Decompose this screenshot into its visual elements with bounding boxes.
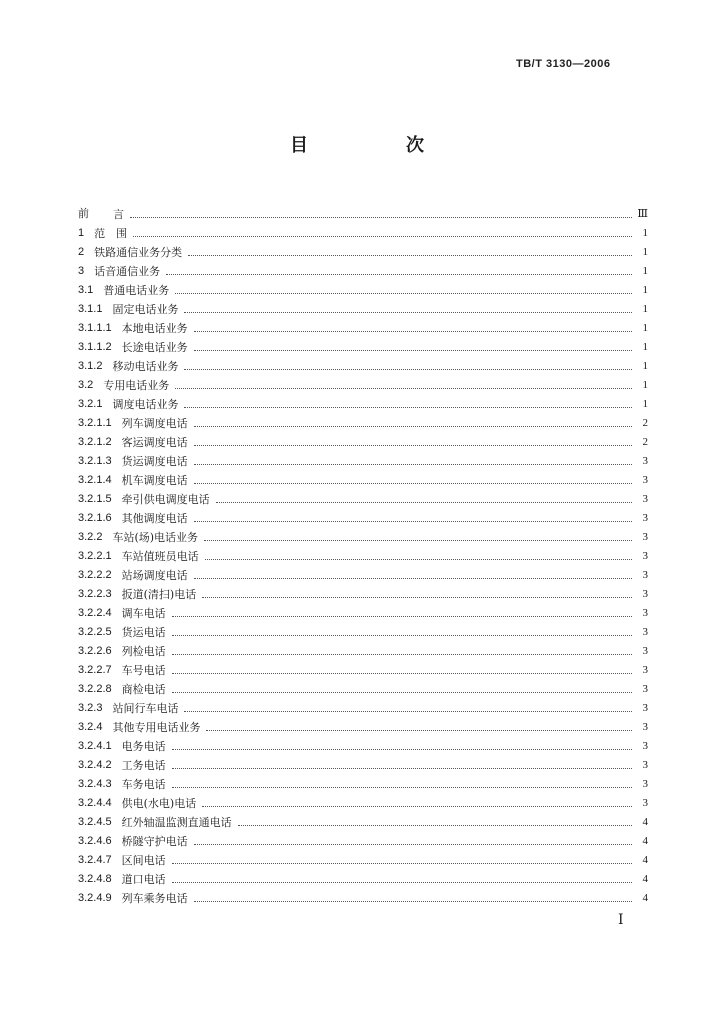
dot-leader — [194, 444, 632, 446]
toc-entry-number: 3.2.4.6 — [78, 835, 112, 847]
toc-entry-number: 3.2.1.3 — [78, 455, 112, 467]
toc-entry-number: 3.2 — [78, 379, 94, 391]
dot-leader — [238, 824, 632, 826]
toc-entry-number: 3.2.4.4 — [78, 797, 112, 809]
toc-entry-title: 桥隧守护电话 — [121, 835, 188, 848]
toc-entry-title: 道口电话 — [121, 873, 166, 886]
toc-entry-page: Ⅲ — [637, 208, 648, 220]
toc-entry-page: 1 — [642, 341, 648, 353]
toc-entry[interactable] — [78, 620, 648, 639]
toc-entry-page: 3 — [642, 664, 648, 676]
toc-entry[interactable] — [78, 677, 648, 696]
toc-entry-number: 3.1.2 — [78, 360, 103, 372]
toc-entry-page: 3 — [642, 474, 648, 486]
standard-code: TB/T 3130—2006 — [516, 58, 611, 70]
toc-entry-number: 3.2.2.5 — [78, 626, 112, 638]
toc-entry[interactable] — [78, 525, 648, 544]
toc-entry-page: 1 — [642, 246, 648, 258]
toc-entry-title: 本地电话业务 — [121, 322, 188, 335]
dot-leader — [172, 634, 632, 636]
toc-entry[interactable] — [78, 639, 648, 658]
toc-entry[interactable] — [78, 658, 648, 677]
dot-leader — [194, 900, 632, 902]
toc-entry[interactable] — [78, 297, 648, 316]
toc-entry-title: 车站值班员电话 — [121, 550, 199, 563]
toc-entry-number: 3.2.2.4 — [78, 607, 112, 619]
toc-entry-page: 1 — [642, 265, 648, 277]
toc-entry-page: 3 — [642, 493, 648, 505]
toc-entry-title: 红外轴温监测直通电话 — [121, 816, 232, 829]
toc-entry-number: 3.2.2.3 — [78, 588, 112, 600]
toc-entry-title: 车站(场)电话业务 — [112, 531, 199, 544]
toc-entry[interactable] — [78, 715, 648, 734]
toc-entry-page: 3 — [642, 740, 648, 752]
toc-entry-page: 3 — [642, 797, 648, 809]
dot-leader — [172, 691, 632, 693]
dot-leader — [204, 539, 632, 541]
toc-entry[interactable] — [78, 810, 648, 829]
toc-entry-title: 车号电话 — [121, 664, 166, 677]
toc-entry-number: 3.2.4.8 — [78, 873, 112, 885]
toc-entry[interactable] — [78, 373, 648, 392]
toc-entry[interactable] — [78, 392, 648, 411]
toc-entry-title: 铁路通信业务分类 — [94, 246, 183, 259]
toc-entry[interactable] — [78, 487, 648, 506]
dot-leader — [184, 406, 632, 408]
toc-entry-title: 普通电话业务 — [103, 284, 170, 297]
toc-entry[interactable] — [78, 506, 648, 525]
toc-entry-title: 言 — [113, 208, 124, 221]
toc-entry-page: 4 — [642, 873, 648, 885]
toc-entry[interactable] — [78, 240, 648, 259]
toc-entry-title: 列车调度电话 — [121, 417, 188, 430]
toc-entry-number: 3.2.1.4 — [78, 474, 112, 486]
toc-entry[interactable] — [78, 278, 648, 297]
toc-entry-title: 供电(水电)电话 — [121, 797, 197, 810]
dot-leader — [216, 501, 632, 503]
toc-entry-number: 3.1.1.1 — [78, 322, 112, 334]
dot-leader — [130, 216, 632, 218]
toc-entry-page: 1 — [642, 227, 648, 239]
toc-entry-page: 3 — [642, 626, 648, 638]
toc-entry-page: 1 — [642, 284, 648, 296]
toc-entry-page: 1 — [642, 398, 648, 410]
toc-entry-page: 3 — [642, 569, 648, 581]
toc-entry[interactable] — [78, 335, 648, 354]
toc-entry-title: 列车乘务电话 — [121, 892, 188, 905]
dot-leader — [194, 330, 632, 332]
toc-entry-number: 3.2.2.8 — [78, 683, 112, 695]
toc-entry[interactable] — [78, 886, 648, 905]
toc-entry-number: 3.2.3 — [78, 702, 103, 714]
toc-entry-title: 其他调度电话 — [121, 512, 188, 525]
toc-entry-page: 3 — [642, 531, 648, 543]
toc-entry-page: 4 — [642, 892, 648, 904]
dot-leader — [202, 596, 632, 598]
toc-entry-page: 1 — [642, 322, 648, 334]
dot-leader — [194, 482, 632, 484]
toc-entry-number: 3.1.1.2 — [78, 341, 112, 353]
dot-leader — [166, 273, 632, 275]
toc-entry-page: 3 — [642, 550, 648, 562]
toc-entry-number: 前 — [78, 208, 89, 220]
toc-entry-page: 3 — [642, 512, 648, 524]
dot-leader — [172, 748, 632, 750]
toc-entry[interactable] — [78, 411, 648, 430]
toc-entry-page: 1 — [642, 303, 648, 315]
toc-entry-number: 3.2.4 — [78, 721, 103, 733]
toc-entry-number: 1 — [78, 227, 85, 239]
dot-leader — [172, 615, 632, 617]
dot-leader — [175, 292, 632, 294]
dot-leader — [205, 558, 632, 560]
toc-entry-title: 区间电话 — [121, 854, 166, 867]
toc-entry-page: 3 — [642, 702, 648, 714]
toc-entry-title: 其他专用电话业务 — [112, 721, 201, 734]
dot-leader — [172, 786, 632, 788]
toc-entry-title: 车务电话 — [121, 778, 166, 791]
toc-entry-number: 3.2.2 — [78, 531, 103, 543]
toc-entry-title: 电务电话 — [121, 740, 166, 753]
toc-entry-page: 3 — [642, 721, 648, 733]
toc-entry-page: 3 — [642, 455, 648, 467]
page-number: Ⅰ — [618, 913, 624, 928]
dot-leader — [184, 710, 632, 712]
toc-entry-page: 3 — [642, 683, 648, 695]
toc-entry-number: 3.2.4.1 — [78, 740, 112, 752]
toc-entry-page: 4 — [642, 816, 648, 828]
dot-leader — [194, 425, 632, 427]
toc-entry-title: 扳道(清扫)电话 — [121, 588, 197, 601]
toc-entry-number: 3.2.4.9 — [78, 892, 112, 904]
toc-entry-number: 3.2.2.7 — [78, 664, 112, 676]
toc-entry-page: 4 — [642, 835, 648, 847]
toc-entry[interactable] — [78, 259, 648, 278]
toc-entry[interactable] — [78, 753, 648, 772]
toc-entry-number: 3.2.2.2 — [78, 569, 112, 581]
toc-entry[interactable] — [78, 354, 648, 373]
toc-entry-page: 3 — [642, 645, 648, 657]
toc-entry-number: 3.2.1.5 — [78, 493, 112, 505]
toc-entry[interactable] — [78, 221, 648, 240]
toc-entry-title: 机车调度电话 — [121, 474, 188, 487]
dot-leader — [184, 368, 632, 370]
toc-entry-title: 固定电话业务 — [112, 303, 179, 316]
toc-entry-title: 长途电话业务 — [121, 341, 188, 354]
page-title: 目 次 — [290, 135, 464, 156]
toc-entry-page: 3 — [642, 778, 648, 790]
toc-entry-title: 站场调度电话 — [121, 569, 188, 582]
toc-entry-page: 4 — [642, 854, 648, 866]
toc-entry-title: 调车电话 — [121, 607, 166, 620]
toc-entry[interactable] — [78, 772, 648, 791]
toc-entry-number: 3.2.1.1 — [78, 417, 112, 429]
dot-leader — [194, 463, 632, 465]
toc-entry-title: 站间行车电话 — [112, 702, 179, 715]
toc-entry[interactable] — [78, 848, 648, 867]
toc-entry[interactable] — [78, 430, 648, 449]
toc-entry[interactable] — [78, 468, 648, 487]
toc-entry[interactable] — [78, 544, 648, 563]
table-of-contents — [78, 202, 648, 905]
toc-entry-number: 2 — [78, 246, 85, 258]
toc-entry[interactable] — [78, 449, 648, 468]
toc-entry[interactable] — [78, 734, 648, 753]
toc-entry-page: 1 — [642, 360, 648, 372]
dot-leader — [172, 653, 632, 655]
toc-entry-page: 2 — [642, 436, 648, 448]
toc-entry-title: 列检电话 — [121, 645, 166, 658]
dot-leader — [172, 672, 632, 674]
toc-entry-title: 范 围 — [94, 227, 128, 240]
dot-leader — [184, 311, 632, 313]
dot-leader — [206, 729, 632, 731]
toc-entry-page: 3 — [642, 588, 648, 600]
toc-entry[interactable] — [78, 316, 648, 335]
toc-entry-title: 牵引供电调度电话 — [121, 493, 210, 506]
dot-leader — [188, 254, 632, 256]
toc-entry[interactable] — [78, 791, 648, 810]
toc-entry[interactable] — [78, 696, 648, 715]
toc-entry-number: 3.2.4.3 — [78, 778, 112, 790]
dot-leader — [172, 881, 632, 883]
dot-leader — [172, 767, 632, 769]
toc-entry-number: 3.2.2.6 — [78, 645, 112, 657]
toc-entry-title: 客运调度电话 — [121, 436, 188, 449]
toc-entry[interactable] — [78, 829, 648, 848]
toc-entry-number: 3.2.1.6 — [78, 512, 112, 524]
toc-entry-title: 货运调度电话 — [121, 455, 188, 468]
toc-entry-title: 话音通信业务 — [94, 265, 161, 278]
toc-entry-number: 3 — [78, 265, 85, 277]
toc-entry-title: 移动电话业务 — [112, 360, 179, 373]
toc-entry-title: 专用电话业务 — [103, 379, 170, 392]
dot-leader — [175, 387, 632, 389]
toc-entry[interactable] — [78, 582, 648, 601]
dot-leader — [194, 520, 632, 522]
dot-leader — [194, 577, 632, 579]
toc-entry[interactable] — [78, 601, 648, 620]
dot-leader — [194, 843, 632, 845]
toc-entry[interactable] — [78, 867, 648, 886]
toc-entry-page: 3 — [642, 759, 648, 771]
dot-leader — [172, 862, 632, 864]
toc-entry-number: 3.1 — [78, 284, 94, 296]
toc-entry-title: 工务电话 — [121, 759, 166, 772]
dot-leader — [194, 349, 632, 351]
toc-entry-number: 3.2.4.5 — [78, 816, 112, 828]
toc-entry-page: 3 — [642, 607, 648, 619]
toc-entry-page: 2 — [642, 417, 648, 429]
dot-leader — [133, 235, 632, 237]
toc-entry-page: 1 — [642, 379, 648, 391]
toc-entry-number: 3.2.4.2 — [78, 759, 112, 771]
toc-entry-number: 3.2.4.7 — [78, 854, 112, 866]
toc-entry[interactable] — [78, 202, 648, 221]
dot-leader — [202, 805, 632, 807]
toc-entry[interactable] — [78, 563, 648, 582]
toc-entry-title: 商检电话 — [121, 683, 166, 696]
toc-entry-title: 货运电话 — [121, 626, 166, 639]
toc-entry-number: 3.2.1 — [78, 398, 103, 410]
toc-entry-number: 3.2.1.2 — [78, 436, 112, 448]
toc-entry-number: 3.2.2.1 — [78, 550, 112, 562]
toc-entry-number: 3.1.1 — [78, 303, 103, 315]
toc-entry-title: 调度电话业务 — [112, 398, 179, 411]
